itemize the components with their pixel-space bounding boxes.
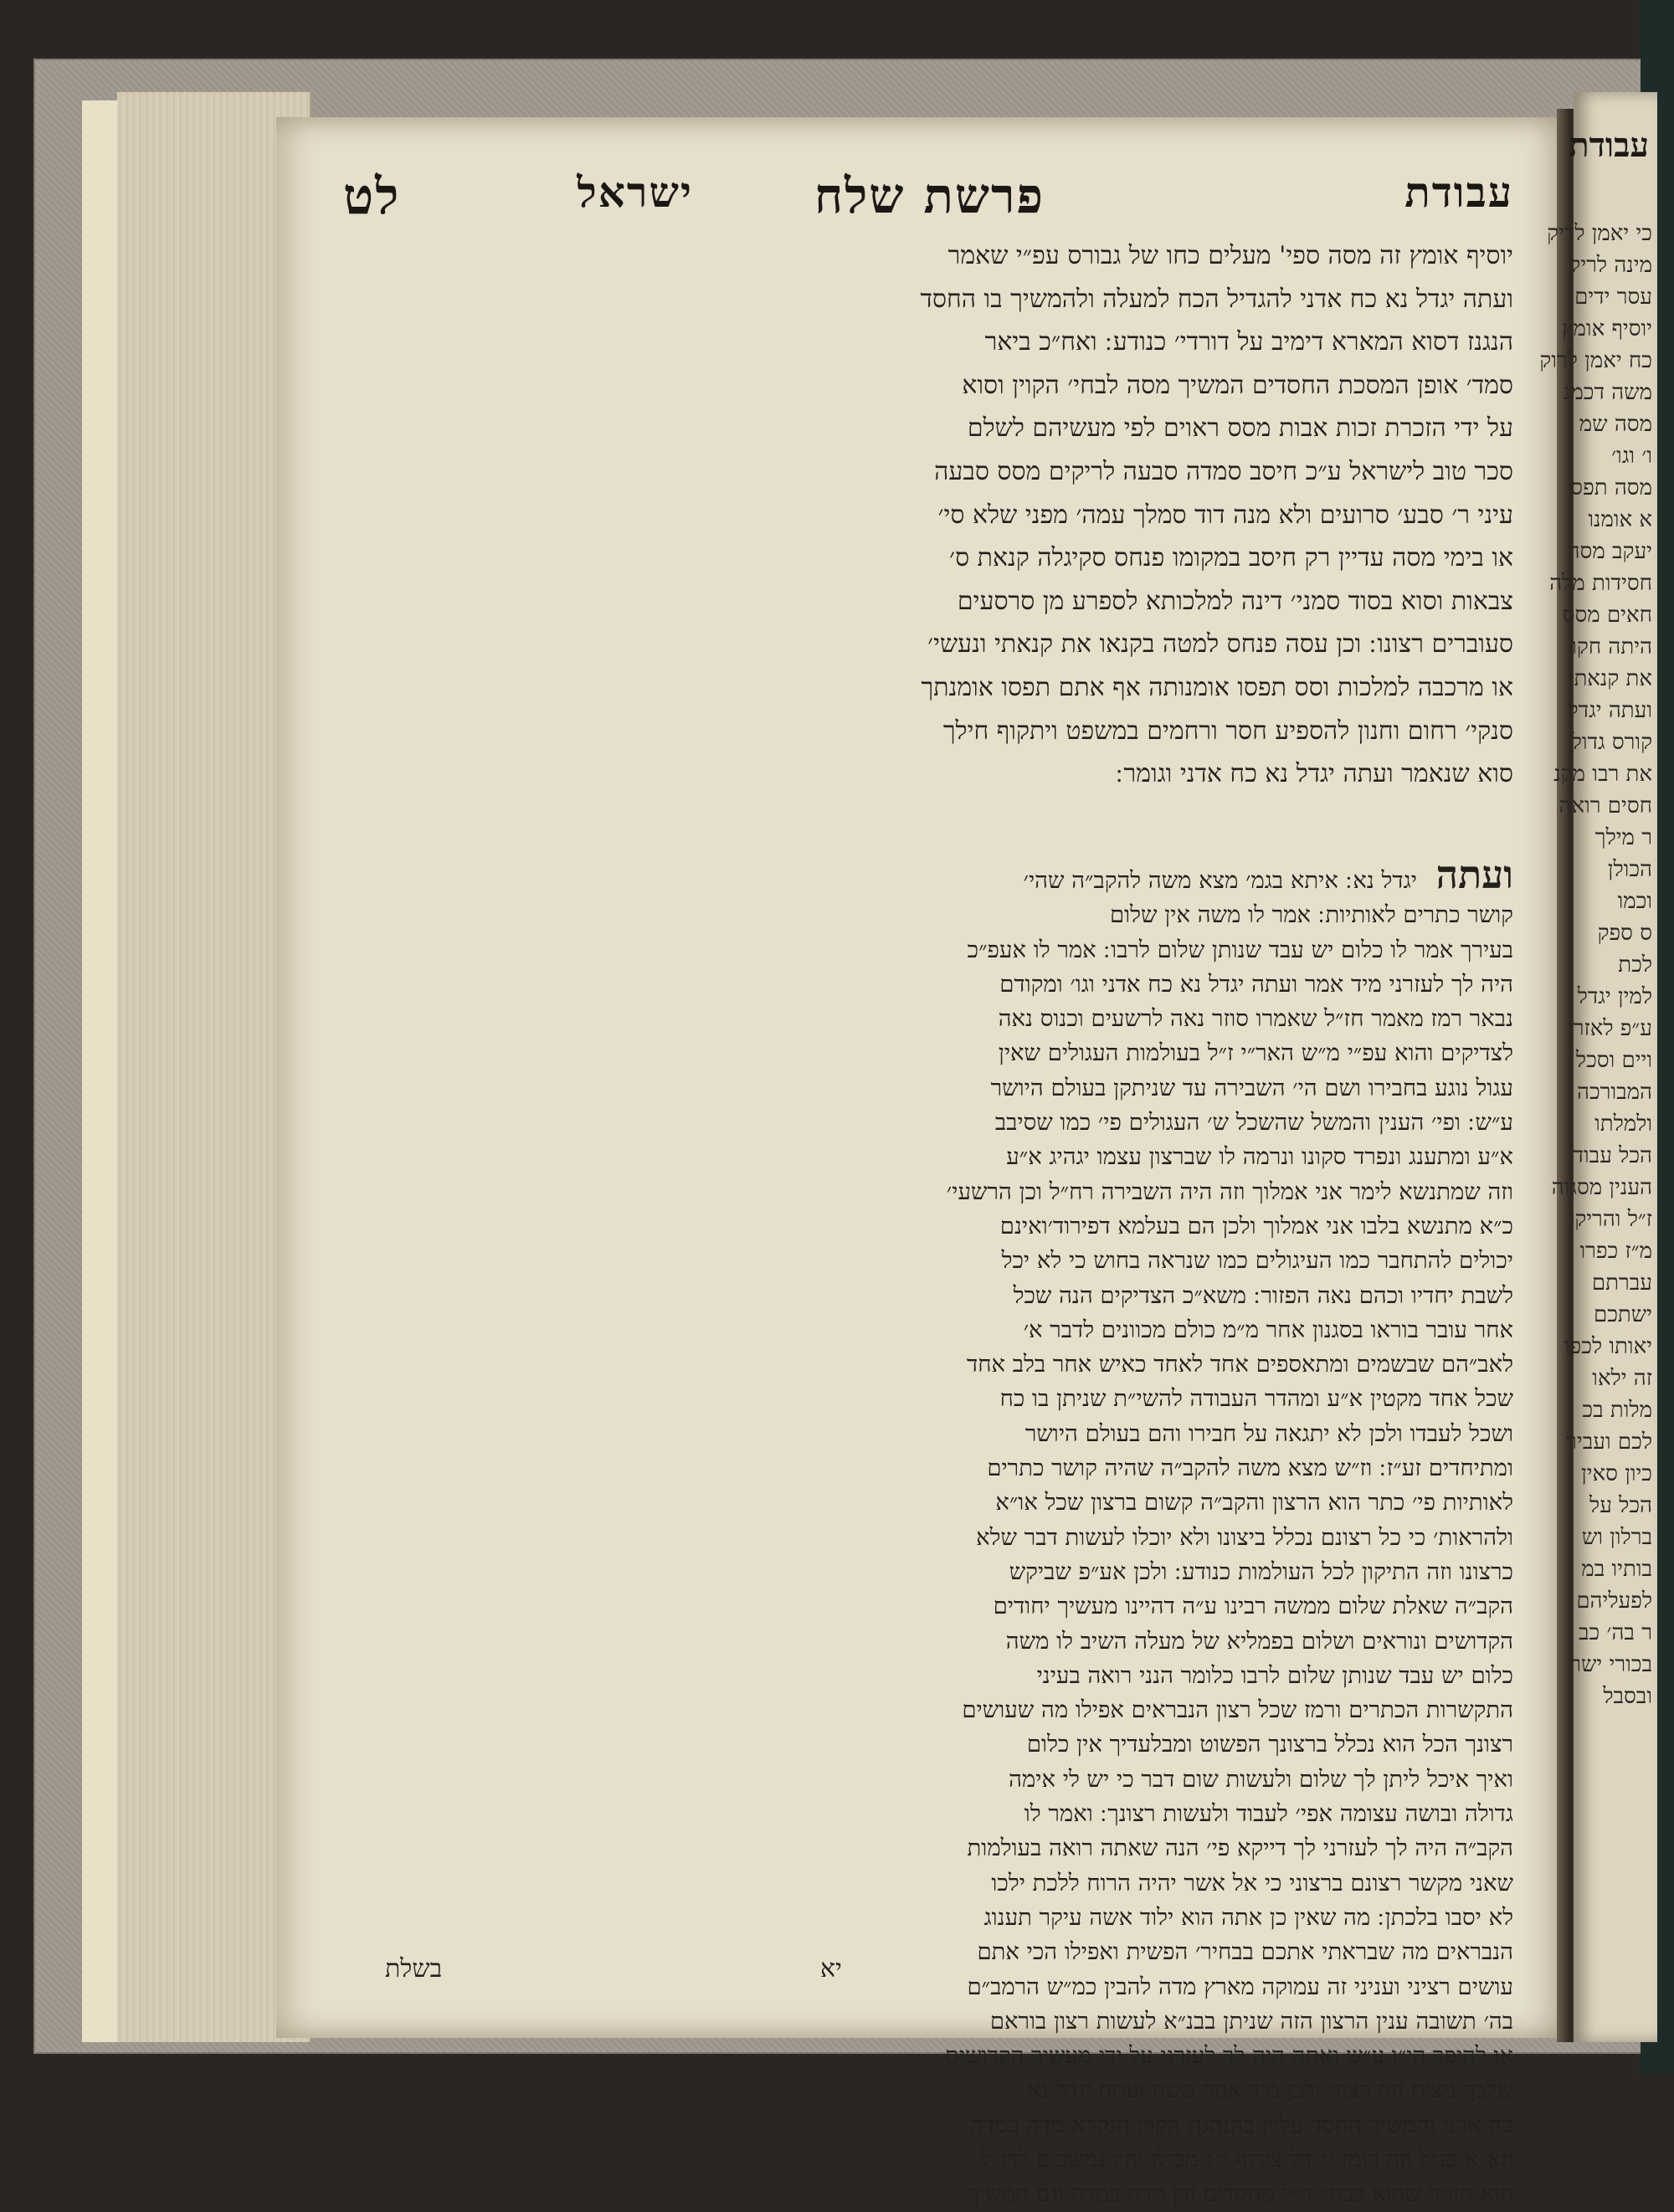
text-line: ע״ש ׃ ופי׳ הענין והמשל שהשכל ש׳ העגולים פי׳ כמו שסיבב bbox=[994, 1109, 1513, 1137]
text-line: הנגנז דסוא המארא דימיב על דורדי׳ כנודע ׃ ואח״כ ביאר bbox=[984, 327, 1513, 357]
facing-text-block bbox=[1539, 218, 1657, 1712]
text-line: ושכל לעבדו ולכן לא יתגאה על חבירו והם בעולם היושר bbox=[1024, 1419, 1513, 1447]
text-line: ס ספק bbox=[1597, 921, 1652, 946]
text-line: ולהראות׳ כי כל רצונם נכלל ביצונו ולא יוכלו לעשות דבר שלא bbox=[976, 1523, 1513, 1551]
text-line: סוא שנאמר ועתה יגדל נא כח אדני וגומר ׃ bbox=[1116, 759, 1513, 789]
text-line: אחר עובר בוראו בסגנון אחר מ״מ כולם מכוונים לדבר א׳ bbox=[1023, 1316, 1513, 1343]
text-line: רצונך הכל הוא נכלל ברצונך הפשוט ומבלעדיך אין כלום bbox=[1026, 1731, 1513, 1758]
text-line: הנבראים מה שבראתי אתכם בבחיר׳ הפשית ואפילו הכי אתם bbox=[977, 1938, 1513, 1966]
text-line: מלות בכ bbox=[1582, 1398, 1652, 1423]
text-line: חאים מסס bbox=[1562, 603, 1652, 628]
text-line: לפעליהם bbox=[1576, 1588, 1652, 1614]
text-line: לאותיות פי׳ כתר הוא הרצון והקב״ה קשום ברצון שכל או״א bbox=[995, 1489, 1513, 1517]
text-line: כ״א מתנשא בלבו אני אמלוך ולכן הם בעלמא דפירוד׳ואינם bbox=[999, 1212, 1513, 1239]
text-line: ועתה יגדל נא כח אדני להגדיל הכח למעלה ולהמשיך בו החסד bbox=[920, 284, 1513, 314]
text-line: ע״פ לאזרן bbox=[1568, 1016, 1652, 1041]
text-line: יאותו לכפו bbox=[1564, 1334, 1652, 1359]
text-line: כח יאמן לרוק bbox=[1539, 348, 1652, 373]
text-line: ועתה יגדל bbox=[1568, 698, 1652, 723]
text-line: הכל על bbox=[1589, 1493, 1652, 1518]
text-line: מינה לריק bbox=[1569, 253, 1652, 278]
text-line: נבאר רמז מאמר חז״ל שאמרו סוזר נאה לרשעים וכנוס נאה bbox=[998, 1005, 1513, 1033]
page-footer bbox=[385, 1954, 1471, 1996]
text-line: זה ילאו bbox=[1592, 1366, 1652, 1391]
text-line: כלום יש עבד שנותן שלום לרבו כלומר הנני רואה בעיני bbox=[1036, 1661, 1513, 1689]
text-line: סנקי׳ רחום וחנון להספיע חסר ורחמים במשפט ויתקוף חילך bbox=[942, 716, 1513, 746]
text-line: גדולה ובושה עצומה אפי׳ לעבוד ולעשות רצונך ׃ ואמר לו bbox=[1024, 1800, 1513, 1828]
header-book-word-2: ישראל bbox=[577, 167, 693, 217]
text-line: לכם ועביר bbox=[1566, 1429, 1652, 1455]
text-line: קושר כתרים לאותיות ׃ אמר לו משה אין שלום bbox=[1109, 901, 1513, 929]
text-line: יכולים להתחבר כמו העיגולים כמו שנראה בחוש כי לא יכל bbox=[1001, 1247, 1513, 1275]
text-line: עברתם bbox=[1591, 1270, 1652, 1296]
text-line: ר מילך bbox=[1594, 825, 1652, 850]
text-line: הכולן bbox=[1607, 857, 1652, 882]
text-line: לכת bbox=[1618, 952, 1652, 978]
text-line: קורס גדול bbox=[1571, 730, 1652, 755]
text-line: יוסיף אומץ bbox=[1561, 316, 1652, 341]
text-line: הכל עבוד bbox=[1573, 1143, 1652, 1168]
text-line: עיני ר׳ סבע׳ סרועים ולא מנה דוד סמלך עמה׳ מפני שלא סי׳ bbox=[937, 500, 1513, 530]
main-text-block bbox=[343, 852, 1513, 2212]
text-line: ויים וסכל bbox=[1575, 1048, 1652, 1073]
text-line: המבורכה bbox=[1577, 1080, 1652, 1105]
text-line: עושים רציני ועניני זה עמוקה מארץ מדה להבין כמ״ש הרמב״ם bbox=[967, 1973, 1513, 2000]
text-line: יגדל נא ׃ איתא בגמ׳ מצא משה להקב״ה שהי׳ bbox=[1023, 867, 1417, 894]
text-line: על ידי הזכרת זכות אבות מסס ראוים לפי מעשיהם לשלם bbox=[967, 413, 1513, 444]
text-line: סמד׳ אופן המסכת החסדים המשיך מסה לבחי׳ הקוין וסוא bbox=[962, 370, 1513, 400]
text-line: עסר ידים bbox=[1574, 285, 1652, 310]
page-block-edge bbox=[82, 100, 122, 2042]
text-line: מסה שמ bbox=[1579, 412, 1652, 437]
text-line: הקדושים ונוראים ושלום בפמליא של מעלה השיב לו משה bbox=[1005, 1627, 1513, 1655]
text-line: צבאות וסוא בסוד סמני׳ דינה למלכותא לספרע מן סרסעים bbox=[957, 586, 1513, 616]
running-header bbox=[343, 167, 1513, 243]
text-line: לצדיקים והוא עפ״י מ״ש האר״י ז״ל בעולמות העגולים שאין bbox=[998, 1039, 1513, 1067]
text-line: ואיך איכל ליתן לך שלום ולעשות שום דבר כי יש לי אימה bbox=[1009, 1765, 1513, 1793]
header-parsha-title: פרשת שלח bbox=[814, 167, 1045, 224]
catchword: בשלת bbox=[385, 1954, 443, 1984]
text-line: הקב״ה היה לך לעזרני לך דייקא פי׳ הנה שאתה רואה בעולמות bbox=[967, 1835, 1513, 1862]
text-line: משה דכמנ bbox=[1563, 380, 1652, 405]
text-line: בכורי ישר bbox=[1570, 1652, 1652, 1677]
text-line: כרצונו וזה התיקון לכל העולמות כנודע ׃ ולכן אע״פ שביקש bbox=[1009, 1558, 1513, 1585]
text-line: ברלון וש bbox=[1581, 1525, 1652, 1550]
text-line: סעוברים רצונו ׃ וכן עסה פנחס למטה בקנאו את קנאתי ונעשי׳ bbox=[927, 629, 1513, 659]
text-line: בה׳ תשובה ענין הרצון הזה שניתן בבנ״א לעשות רצון בוראם bbox=[989, 2007, 1513, 2035]
header-book-word: עבודת bbox=[1404, 167, 1513, 217]
text-line: שלבך ניצית וזה רצוני ולכן מיד אמר משה ועתה יגדל נא bbox=[1027, 2076, 1513, 2104]
text-line: יעקב מסה bbox=[1567, 539, 1652, 564]
text-line: א״ע ומתענג ונפרד סקונו ונרמה לו שברצון עצמו יגהיג א״ע bbox=[1006, 1143, 1513, 1171]
text-line: א אומנו bbox=[1588, 507, 1652, 532]
text-line: סכר טוב לישראל ע״כ חיסב סמדה סבעה לריקים מסס סבעה bbox=[934, 456, 1513, 486]
text-line: כח אדני והמשיך החסד עליון בהנהגת הקוין הנקרא מדה במדה bbox=[969, 2111, 1513, 2138]
text-line: ובסבל bbox=[1603, 1684, 1652, 1709]
text-line: ומתיחדים זע״ז ׃ וז״ש מצא משה להקב״ה שהיה קושר כתרים bbox=[987, 1455, 1513, 1482]
text-line: ז״ל והריקו bbox=[1569, 1207, 1652, 1232]
text-line: ולמלתו bbox=[1594, 1111, 1652, 1137]
text-line: התקשרות הכתרים ורמז שכל רצון הנבראים אפילו מה שעושים bbox=[962, 1696, 1513, 1724]
text-line: או מרכבה למלכות וסס תפסו אומנותה אף אתם תפסו אומנתך bbox=[921, 672, 1513, 702]
text-line: חסידות מלה bbox=[1549, 571, 1652, 596]
text-line: הקב״ה שאלת שלום ממשה רבינו ע״ה דהיינו מעשיך יחודים bbox=[993, 1593, 1513, 1620]
right-facing-page bbox=[1539, 92, 1657, 2042]
text-line: למין יגדל bbox=[1577, 984, 1652, 1009]
text-line: או להיפך הי״ו ע״ש ואתה היה לך לעזרני על ידי מעשיך הקדושים bbox=[944, 2042, 1513, 2070]
text-line: את קנאתי bbox=[1568, 666, 1652, 691]
text-line: ישתכם bbox=[1593, 1302, 1652, 1327]
signature-mark: יא bbox=[820, 1954, 842, 1984]
folio-number: לט bbox=[343, 167, 401, 226]
text-line: וזא״א כנ״ל וזה רומז יג״דל צירוף י״ג מכילן יהיו נמשכים לרז״ל bbox=[980, 2145, 1513, 2173]
text-line: את רבו מקנ bbox=[1553, 762, 1652, 787]
text-line: או בימי מסה עדיין רק חיסב במקומו פנחס סקיגלה קנאת ס׳ bbox=[949, 543, 1513, 573]
text-line: שכל אחד מקטין א״ע ומהדר העבודה להשי״ת שניתן בו כח bbox=[999, 1385, 1513, 1413]
text-line: כיון סאין bbox=[1581, 1461, 1652, 1486]
text-line: הוא הזגיר שהוא בכח״ ד״ל מחסדים ודן מדה במדה וגם המשיך bbox=[968, 2180, 1513, 2208]
commentary-block bbox=[343, 234, 1513, 796]
text-line: שאני מקשר רצונם ברצוני כי אל אשר יהיה הרוח ללכת ילכו bbox=[991, 1869, 1513, 1896]
text-line: יוסיף אומץ זה מסה ספי' מעלים כחו של גבורס עפ״י שאמר bbox=[947, 241, 1513, 270]
text-line: ר בה׳ כב bbox=[1578, 1620, 1652, 1645]
text-line: וכמו bbox=[1617, 889, 1652, 914]
facing-header: עבודת bbox=[1569, 126, 1649, 165]
text-line: חסים רואה bbox=[1558, 793, 1652, 819]
section-heading-word: ועתה bbox=[1435, 852, 1513, 897]
main-text-first-line bbox=[343, 852, 1513, 898]
text-line: מסה תפס bbox=[1570, 475, 1652, 500]
text-line: עגול נוגע בחבירו ושם הי׳ השבירה עד שניתקן בעולם היושר bbox=[990, 1074, 1513, 1101]
text-line: ו׳ וגו׳ bbox=[1611, 444, 1652, 469]
text-line: בותיו במ bbox=[1581, 1557, 1652, 1582]
text-line: לא יסבו בלכתן ׃ מה שאין כן אתה הוא ילוד אשה עיקר תענוג bbox=[983, 1903, 1513, 1931]
text-line: לשבת יחדיו וכהם נאה הפזור ׃ משא״כ הצדיקים הנה שכל bbox=[1013, 1281, 1513, 1309]
text-line: מ״ז כפרו bbox=[1579, 1239, 1652, 1264]
text-line: היתה חקו bbox=[1571, 634, 1652, 659]
text-line: לאב״הם שבשמים ומתאספים אחד לאחד כאיש אחר בלב אחד bbox=[966, 1351, 1513, 1378]
text-line: כי יאמן לדיק bbox=[1547, 221, 1652, 246]
text-line: וזה שמתנשא לימר אני אמלוך וזה היה השבירה רח״ל וכן הרשעי׳ bbox=[946, 1178, 1513, 1205]
text-line: הענין מסגוה bbox=[1551, 1175, 1652, 1200]
text-line: בעירך אמר לו כלום יש עבד שנותן שלום לרבו ׃ אמר לו אעפ״כ bbox=[967, 936, 1513, 963]
left-page bbox=[276, 117, 1572, 2208]
text-line: היה לך לעזרני מיד אמר ועתה יגדל נא כח אדני וגו׳ ומקודם bbox=[999, 970, 1513, 998]
